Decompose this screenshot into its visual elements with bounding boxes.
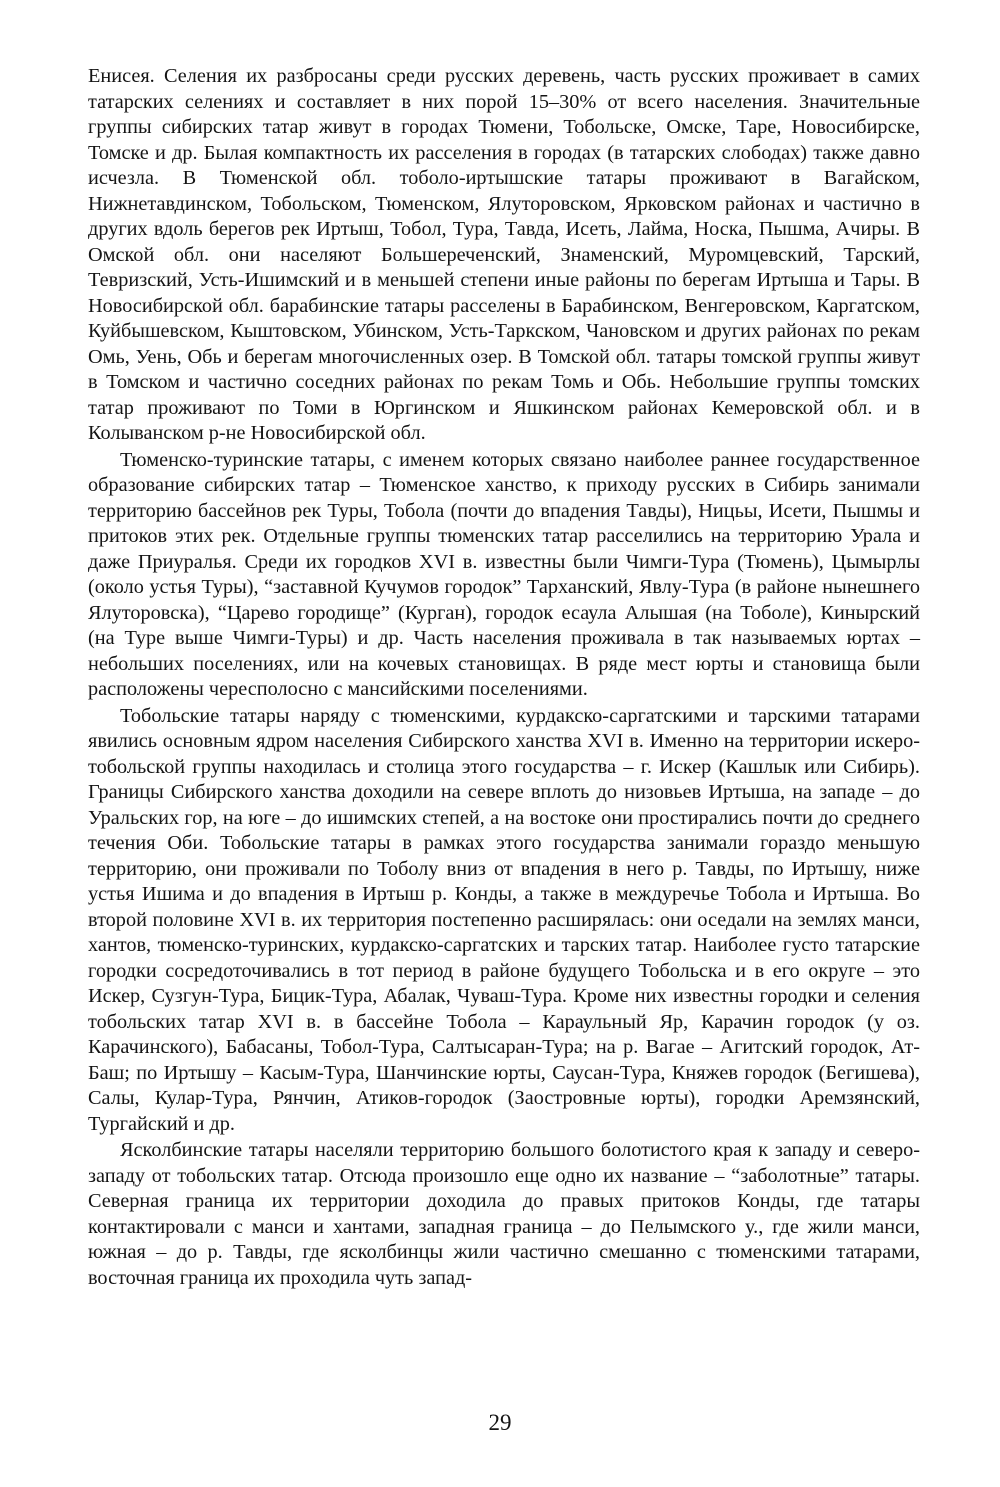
paragraph-yaskolbinsk-tatars: Ясколбинские татары населяли территорию большого болотистого края к западу и северо-западу от тобольских татар. Отсюда произошло еще одно их название – “заболотные” татары. Северная граница их территории доходила до правых притоков Конды, где татары контактировали с манси и хантами, западная граница – до Пелымского у., где жили манси, южная – до р. Тавды, где ясколбинцы жили частично смешанно с тюменскими татарами, восточная граница их проходила чуть запад-: [88, 1139, 920, 1289]
page-body: [88, 64, 920, 1291]
page-number: 29: [488, 1410, 512, 1435]
paragraph-tobolsk-tatars: Тобольские татары наряду с тюменскими, курдакско-саргатскими и тарскими татарами явились основным ядром населения Сибирского ханства XVI в. Именно на территории искеро-тобольской группы находилась и столица этого государства – г. Искер (Кашлык или Сибирь). Границы Сибирского ханства доходили на севере вплоть до низовьев Иртыша, на западе – до Уральских гор, на юге – до ишимских степей, а на востоке они простирались почти до среднего течения Оби. Тобольские татары в рамках этого государства занимали гораздо меньшую территорию, они проживали по Тоболу вниз от впадения в него р. Тавды, по Иртышу, ниже устья Ишима и до впадения в Иртыш р. Конды, а также в междуречье Тобола и Иртыша. Во второй половине XVI в. их территория постепенно расширялась: они оседали на землях манси, хантов, тюменско-туринских, курдакско-саргатских и тарских татар. Наиболее густо татарские городки сосредоточивались в тот период в районе будущего Тобольска и в его округе – это Искер, Сузгун-Тура, Бицик-Тура, Абалак, Чуваш-Тура. Кроме них известны городки и селения тобольских татар XVI в. в бассейне Тобола – Караульный Яр, Карачин городок (у оз. Карачинского), Бабасаны, Тобол-Тура, Салтысаран-Тура; на р. Вагае – Агитский городок, Ат-Баш; по Иртышу – Касым-Тура, Шанчинские юрты, Саусан-Тура, Княжев городок (Бегишева), Салы, Кулар-Тура, Рянчин, Атиков-городок (Заостровные юрты), городки Аремзянский, Тургайский и др.: [88, 704, 920, 1135]
paragraph-tyumen-tura-tatars: Тюменско-туринские татары, с именем которых связано наиболее раннее государственное образование сибирских татар – Тюменское ханство, к приходу русских в Сибирь занимали территорию бассейнов рек Туры, Тобола (почти до впадения Тавды), Ницьы, Исети, Пышмы и притоков этих рек. Отдельные группы тюменских татар расселились на территорию Урала и даже Приуралья. Среди их городков XVI в. известны были Чимги-Тура (Тюмень), Цымырлы (около устья Туры), “заставной Кучумов городок” Тарханский, Явлу-Тура (в районе нынешнего Ялуторовска), “Царево городище” (Курган), городок есаула Алышая (на Тоболе), Кинырский (на Туре выше Чимги-Туры) и др. Часть населения проживала в так называемых юртах – небольших поселениях, или на кочевых становищах. В ряде мест юрты и становища были расположены чересполосно с мансийскими поселениями.: [88, 448, 920, 700]
paragraph-continuation: Енисея. Селения их разбросаны среди русских деревень, часть русских проживает в самих татарских селениях и составляет в них порой 15–30% от всего населения. Значительные группы сибирских татар живут в городах Тюмени, Тобольске, Омске, Таре, Новосибирске, Томске и др. Былая компактность их расселения в городах (в татарских слободах) также давно исчезла. В Тюменской обл. тоболо-иртышские татары проживают в Вагайском, Нижнетавдинском, Тобольском, Тюменском, Ялуторовском, Ярковском районах и частично в других вдоль берегов рек Иртыш, Тобол, Тура, Тавда, Исеть, Лайма, Носка, Пышма, Ачиры. В Омской обл. они населяют Большереченский, Знаменский, Муромцевский, Тарский, Тевризский, Усть-Ишимский и в меньшей степени иные районы по берегам Иртыша и Тары. В Новосибирской обл. барабинские татары расселены в Барабинском, Венгеровском, Каргатском, Куйбышевском, Кыштовском, Убинском, Усть-Таркском, Чановском и других районах по рекам Омь, Уень, Обь и берегам многочисленных озер. В Томской обл. татары томской группы живут в Томском и частично соседних районах по рекам Томь и Обь. Небольшие группы томских татар проживают по Томи в Юргинском и Яшкинском районах Кемеровской обл. и в Колыванском р-не Новосибирской обл.: [88, 65, 920, 444]
